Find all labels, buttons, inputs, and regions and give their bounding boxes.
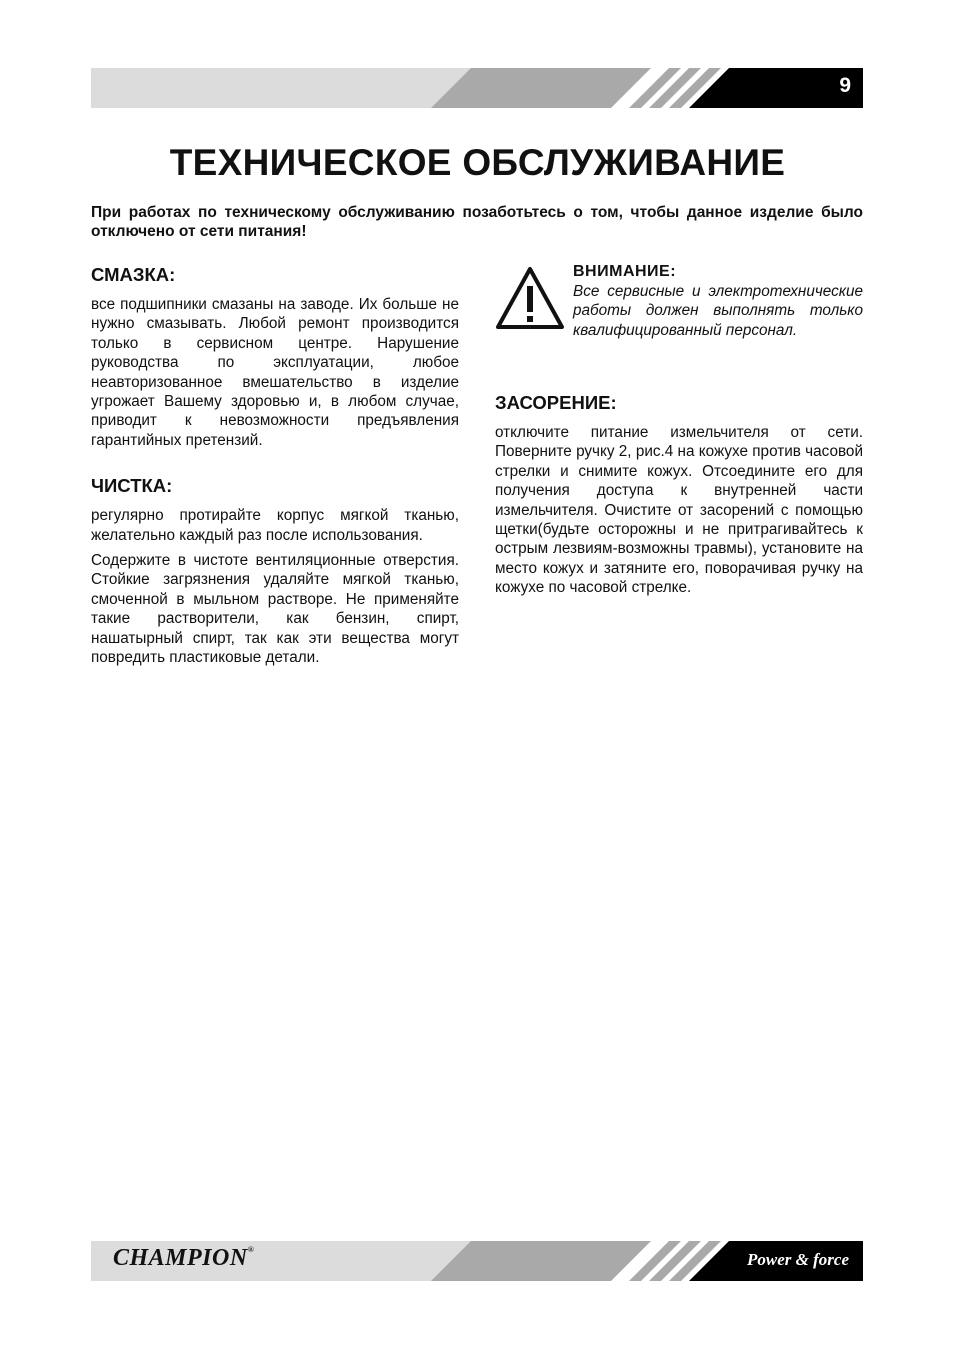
cleaning-section [91, 475, 459, 667]
lubrication-text: все подшипники смазаны на заводе. Их больше не нужно смазывать. Любой ремонт производится только в сервисном центре. Нарушение руководства по эксплуатации, любое неавторизованное вмешательство в изделие угрожает Вашему здоровью и, в любом случае, приводит к невозможности предъявления гарантийных претензий. [91, 296, 459, 449]
slogan: Power & force [747, 1250, 849, 1269]
warning-text-block [573, 262, 863, 340]
warning-text: Все сервисные и электротехнические работы должен выполнять только квалифицированный персонал. [573, 283, 863, 339]
page-number: 9 [839, 74, 851, 97]
logo-text: CHAMPION [113, 1245, 248, 1271]
right-column [495, 262, 863, 598]
header-stripes [91, 68, 863, 108]
page-title: ТЕХНИЧЕСКОЕ ОБСЛУЖИВАНИЕ [169, 142, 786, 183]
cleaning-heading: ЧИСТКА: [91, 475, 173, 497]
left-column [91, 264, 459, 668]
intro-warning-text: При работах по техническому обслуживанию позаботьтесь о том, чтобы данное изделие было отключено от сети питания! [91, 204, 863, 240]
lubrication-section [91, 264, 459, 450]
warning-triangle-icon [495, 266, 565, 330]
cleaning-text-2: Содержите в чистоте вентиляционные отверстия. Стойкие загрязнения удаляйте мягкой тканью, смоченной в мыльном растворе. Не применяйте такие растворители, как бензин, спирт, нашатырный спирт, так как эти вещества могут повредить пластиковые детали. [91, 552, 459, 667]
clogging-section [495, 392, 863, 598]
lubrication-heading: СМАЗКА: [91, 264, 176, 285]
clogging-text: отключите питание измельчителя от сети. Поверните ручку 2, рис.4 на кожухе против часовой стрелки и снимите кожух. Отсоедините его для получения доступа к внутренней части измельчителя. Очистите от засорений с помощью щетки(будьте осторожны и не притрагивайтесь к острым лезвиям-возможны травмы), установите на место кожух и затяните его, поворачивая ручку на кожухе по часовой стрелке. [495, 424, 863, 597]
champion-logo: CHAMPION® [113, 1245, 255, 1271]
clogging-heading: ЗАСОРЕНИЕ: [495, 392, 617, 413]
footer-band [91, 1241, 863, 1281]
header-band [91, 68, 863, 108]
warning-block [495, 262, 863, 392]
cleaning-text-1: регулярно протирайте корпус мягкой тканью, желательно каждый раз после использования. [91, 507, 459, 544]
warning-title: ВНИМАНИЕ: [573, 263, 677, 280]
